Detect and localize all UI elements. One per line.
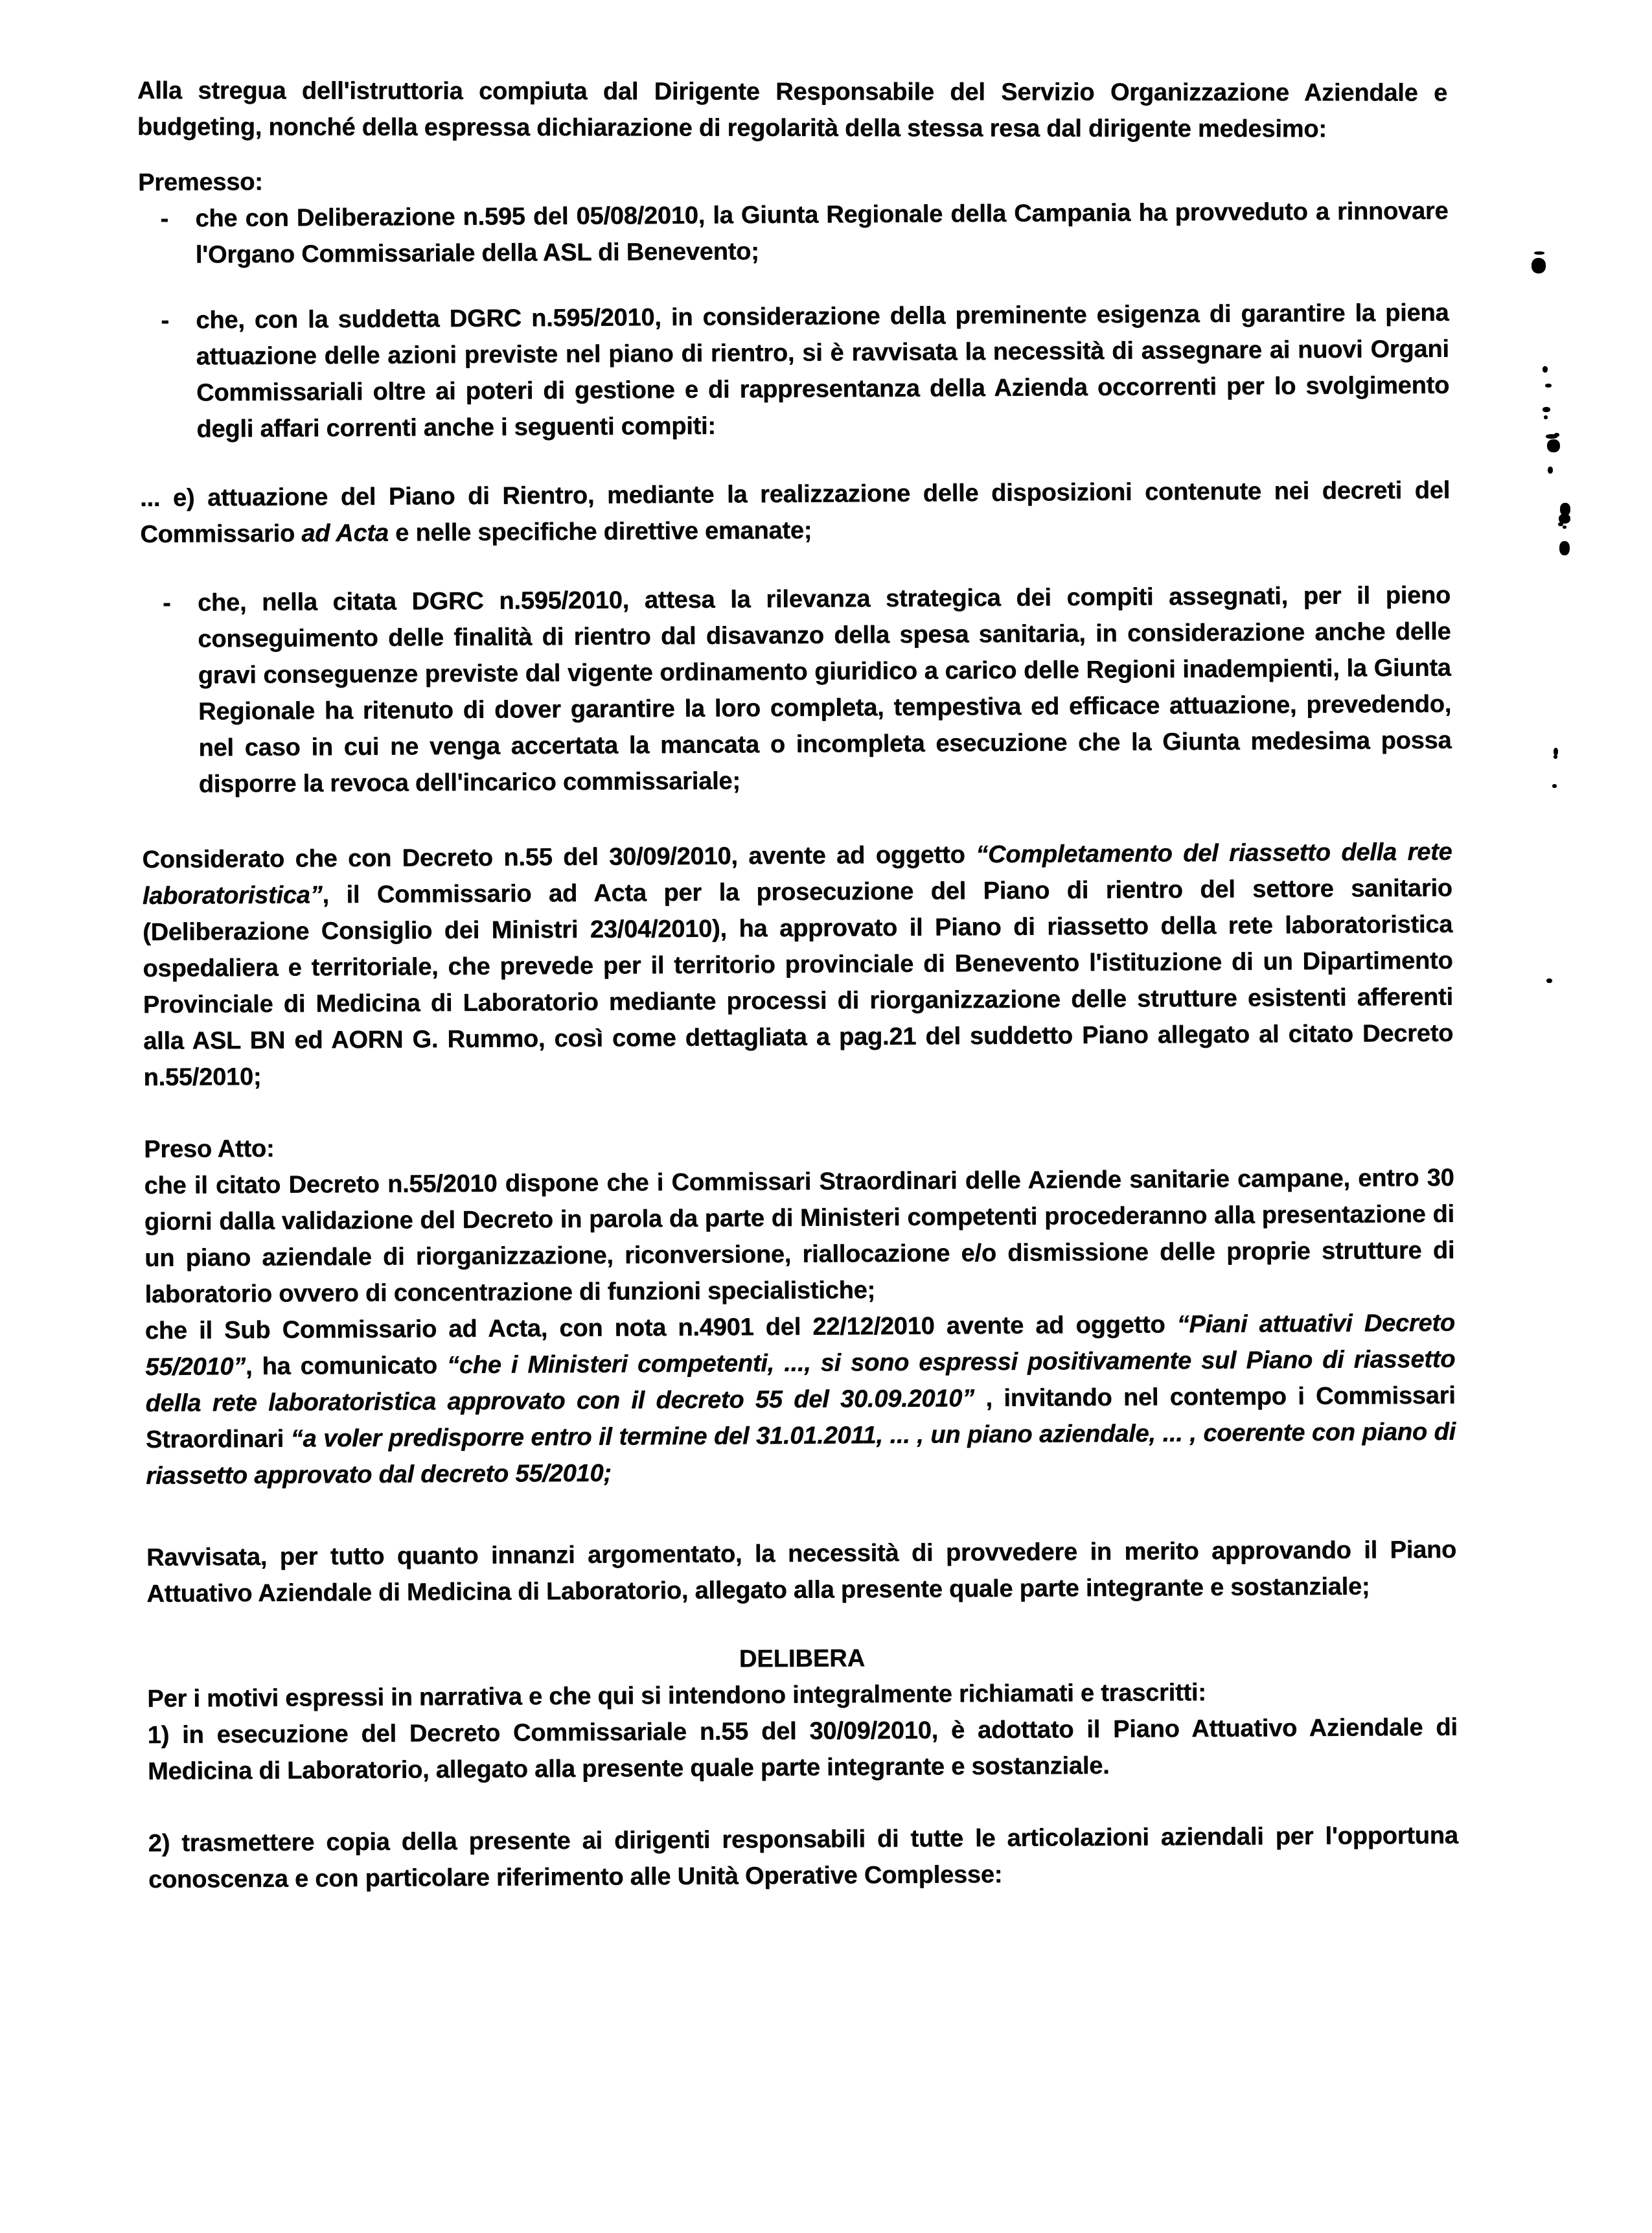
paragraph-decreto-55-dispone xyxy=(144,1160,1454,1313)
paragraph-punto-1 xyxy=(148,1709,1458,1790)
paragraph-text: , invitando nel contempo i Commissari Straordinari xyxy=(145,1382,1456,1453)
paragraph-ravvisata xyxy=(146,1532,1457,1612)
ink-speck xyxy=(1545,384,1552,388)
paragraph-text: , ha comunicato xyxy=(245,1352,448,1381)
paragraph-text-italic: “Piani attuativi Decreto 55/2010” xyxy=(145,1309,1455,1381)
paragraph-punto-2 xyxy=(148,1818,1459,1898)
preso-atto-label: Preso Atto: xyxy=(144,1135,275,1163)
ink-speck xyxy=(1532,258,1546,273)
ink-speck xyxy=(1563,526,1566,529)
bullet-item-dgrc-compiti xyxy=(139,295,1449,448)
intro-paragraph xyxy=(137,73,1447,148)
intro-text: Alla stregua dell'istruttoria compiuta dal Dirigente Responsabile del Servizio Organizzazione Aziendale e budgeting, nonché della espressa dichiarazione di regolarità della stessa resa dal dirigente medesimo: xyxy=(137,76,1447,143)
delibera-label: DELIBERA xyxy=(739,1645,866,1673)
document-body xyxy=(137,65,1458,1898)
paragraph-attuazione-piano-rientro xyxy=(140,472,1451,553)
paragraph-text-italic: ad Acta xyxy=(301,519,389,548)
ink-speck xyxy=(1559,541,1570,555)
bullet-item-dgrc-rilevanza xyxy=(141,577,1452,803)
bullet-dash: - xyxy=(162,589,171,617)
ink-speck xyxy=(1534,251,1544,255)
paragraph-text-italic: “Completamento del riassetto della rete laboratoristica” xyxy=(142,838,1452,910)
ink-speck xyxy=(1547,439,1560,452)
bullet-dash: - xyxy=(160,205,168,233)
bullet-text: che con Deliberazione n.595 del 05/08/2010, la Giunta Regionale della Campania ha provveduto a rinnovare l'Organo Commissariale della ASL di Benevento; xyxy=(195,197,1449,269)
bullet-dash: - xyxy=(161,307,169,334)
bullet-text: che, con la suddetta DGRC n.595/2010, in considerazione della preminente esigenza di garantire la piena attuazione delle azioni previste nel piano di rientro, si è ravvisata la necessità di assegnare ai nuovi Organi Commissariali oltre ai poteri di gestione e di rappresentanza della Azienda occorrenti per lo svolgimento degli affari correnti anche i seguenti compiti: xyxy=(196,299,1450,443)
paragraph-considerato xyxy=(142,834,1453,1096)
paragraph-text: ... e) attuazione del Piano di Rientro, mediante la realizzazione delle disposizioni contenute nei decreti del Commissario xyxy=(139,476,1451,548)
paragraph-text: e nelle specifiche direttive emanate; xyxy=(388,516,812,547)
paragraph-text: 2) trasmettere copia della presente ai dirigenti responsabili di tutte le articolazioni aziendali per l'opportuna conoscenza e con particolare riferimento alle Unità Operative Complesse: xyxy=(148,1822,1458,1893)
bullet-text: che, nella citata DGRC n.595/2010, attesa la rilevanza strategica dei compiti assegnati, per il pieno conseguimento delle finalità di rientro dal disavanzo della spesa sanitaria, in considerazione anche delle gravi conseguenze previste dal vigente ordinamento giuridico a carico delle Regioni inadempienti, la Giunta Regionale ha ritenuto di dover garantire la loro completa, tempestiva ed efficace attuazione, prevedendo, nel caso in cui ne venga accertata la mancata o incompleta esecuzione che la Giunta medesima possa disporre la revoca dell'incarico commissariale; xyxy=(197,581,1452,798)
ink-speck xyxy=(1554,433,1559,437)
paragraph-text: , il Commissario ad Acta per la prosecuzione del Piano di rientro del settore sanitario (Deliberazione Consiglio dei Ministri 23/04/2010), ha approvato il Piano di riassetto della rete laboratoristica ospedaliera e territoriale, che prevede per il territorio provinciale di Benevento l'istituzione di un Dipartimento Provinciale di Medicina di Laboratorio mediante processi di riorganizzazione delle strutture esistenti afferenti alla ASL BN ed AORN G. Rummo, così come dettagliata a pag.21 del suddetto Piano allegato al citato Decreto n.55/2010; xyxy=(142,874,1454,1091)
ink-speck xyxy=(1544,415,1548,419)
paragraph-text: Per i motivi espressi in narrativa e che qui si intendono integralmente richiamati e trascritti: xyxy=(147,1678,1206,1713)
paragraph-text: Considerato che con Decreto n.55 del 30/09/2010, avente ad oggetto xyxy=(142,841,976,874)
paragraph-text: Ravvisata, per tutto quanto innanzi argomentato, la necessità di provvedere in merito approvando il Piano Attuativo Aziendale di Medicina di Laboratorio, allegato alla presente quale parte integrante e sostanziale; xyxy=(146,1536,1457,1608)
ink-speck xyxy=(1554,755,1557,759)
paragraph-sub-commissario xyxy=(145,1305,1456,1494)
ink-speck xyxy=(1552,784,1557,788)
ink-speck xyxy=(1543,407,1550,412)
ink-speck xyxy=(1546,978,1552,983)
paragraph-text: che il citato Decreto n.55/2010 dispone che i Commissari Straordinari delle Aziende sanitarie campane, entro 30 giorni dalla validazione del Decreto in parola da parte di Ministeri competenti procederanno alla presentazione di un piano aziendale di riorganizzazione, riconversione, riallocazione e/o dismissione delle proprie strutture di laboratorio ovvero di concentrazione di funzioni specialistiche; xyxy=(144,1164,1455,1308)
paragraph-text-italic: “che i Ministeri competenti, ..., si sono espressi positivamente sul Piano di riassetto della rete laboratoristica approvato con il decreto 55 del 30.09.2010” xyxy=(145,1345,1456,1417)
ink-speck xyxy=(1548,467,1553,474)
premesso-label: Premesso: xyxy=(137,168,263,196)
paragraph-text: che il Sub Commissario ad Acta, con nota n.4901 del 22/12/2010 avente ad oggetto xyxy=(144,1311,1177,1345)
paragraph-text: 1) in esecuzione del Decreto Commissariale n.55 del 30/09/2010, è adottato il Piano Attuativo Aziendale di Medicina di Laboratorio, allegato alla presente quale parte integrante e sostanziale. xyxy=(147,1713,1458,1785)
ink-speck xyxy=(1543,366,1548,373)
paragraph-text-italic: “a voler predisporre entro il termine del 31.01.2011, ... , un piano aziendale, ... , coerente con piano di riassetto approvato dal decreto 55/2010; xyxy=(146,1418,1456,1490)
bullet-item-deliberazione-595 xyxy=(138,193,1449,273)
